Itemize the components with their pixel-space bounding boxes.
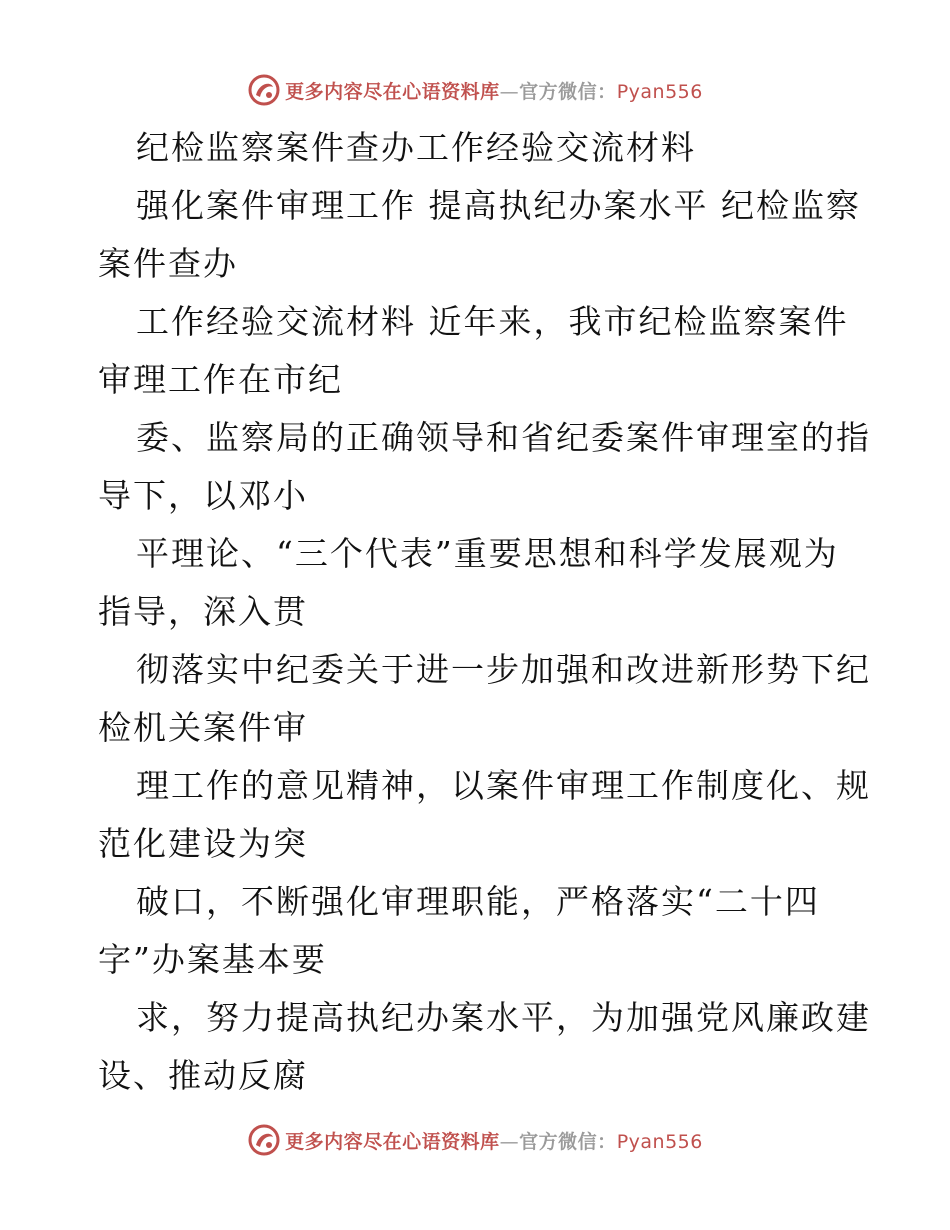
paragraph-line: 彻落实中纪委关于进一步加强和改进新形势下纪 (136, 650, 871, 689)
paragraph-line: 字”办案基本要 (98, 940, 327, 979)
watermark-sub: 官方微信： (519, 1130, 617, 1153)
paragraph-line: 审理工作在市纪 (98, 360, 343, 399)
footer-watermark (0, 1120, 950, 1160)
paragraph-line: 导下，以邓小 (98, 476, 308, 515)
logo-swirl-icon (247, 1123, 281, 1157)
paragraph-line: 求，努力提高执纪办案水平，为加强党风廉政建 (136, 998, 871, 1037)
watermark-dash: — (499, 1130, 520, 1153)
paragraph-line: 设、推动反腐 (98, 1056, 308, 1095)
paragraph-line: 理工作的意见精神，以案件审理工作制度化、规 (136, 766, 871, 805)
watermark-sub: 官方微信： (519, 80, 617, 103)
watermark-main: 更多内容尽在心语资料库 (285, 1130, 500, 1153)
paragraph-line: 破口，不断强化审理职能，严格落实“二十四 (136, 882, 820, 921)
paragraph-line: 指导，深入贯 (98, 592, 308, 631)
watermark-text (285, 1127, 703, 1154)
paragraph-line: 工作经验交流材料 近年来，我市纪检监察案件 (136, 302, 849, 341)
paragraph-line: 案件查办 (98, 244, 238, 283)
watermark-dash: — (499, 80, 520, 103)
watermark-id: Pyan556 (616, 80, 703, 103)
paragraph-line: 平理论、“三个代表”重要思想和科学发展观为 (136, 534, 839, 573)
watermark-id: Pyan556 (616, 1130, 703, 1153)
watermark-main: 更多内容尽在心语资料库 (285, 80, 500, 103)
paragraph-line: 强化案件审理工作 提高执纪办案水平 纪检监察 (136, 186, 861, 225)
paragraph-line: 范化建设为突 (98, 824, 308, 863)
paragraph-line: 检机关案件审 (98, 708, 308, 747)
document-title: 纪检监察案件查办工作经验交流材料 (136, 128, 696, 167)
paragraph-line: 委、监察局的正确领导和省纪委案件审理室的指 (136, 418, 871, 457)
